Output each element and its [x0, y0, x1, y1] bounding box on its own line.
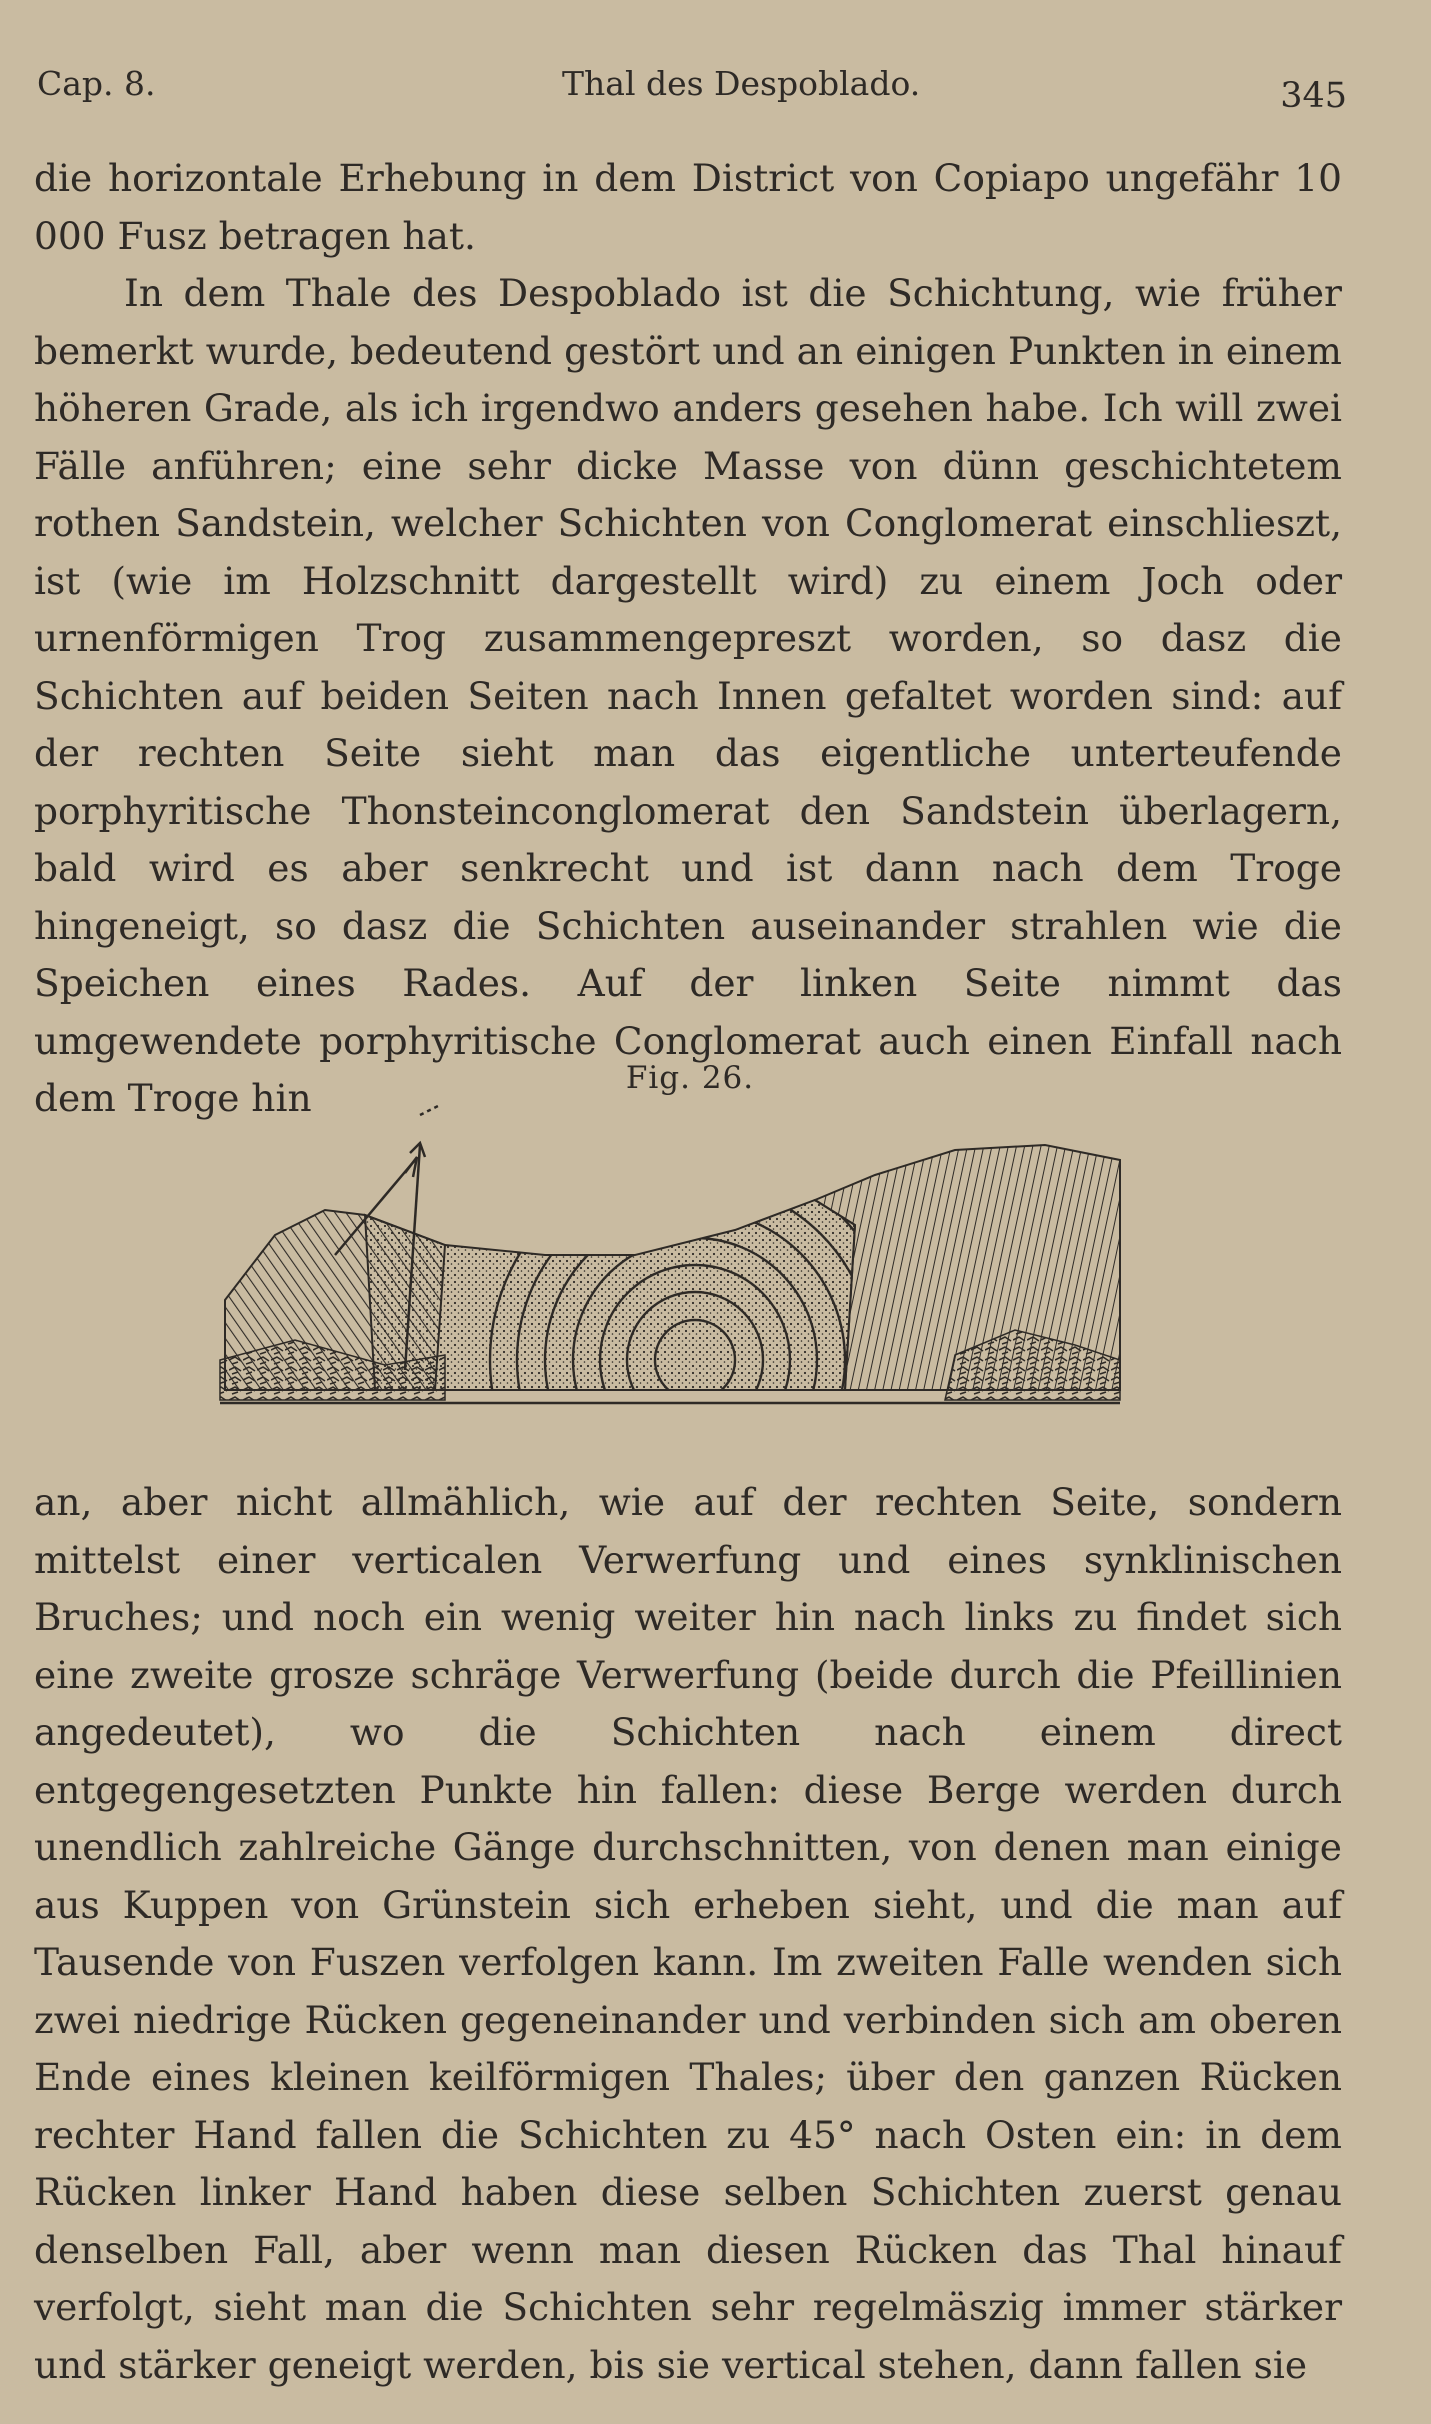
geological-cross-section-figure: [215, 1105, 1150, 1430]
figure-caption: Fig. 26.: [625, 1060, 755, 1096]
text-block-bottom: [34, 1474, 1342, 2394]
paragraph-faults: an, aber nicht allmählich, wie auf der rechten Seite, sondern mittelst einer verticalen Verwerfung und eines synklinischen Bruches; und noch ein wenig weiter hin nach links zu findet sich eine zweite grosze schräge Verwerfung (beide durch die Pfeillinien angedeutet), wo die Schichten nach einem direct entgegengesetzten Punkte hin fallen: diese Berge werden durch unendlich zahlreiche Gänge durchschnitten, von denen man einige aus Kuppen von Grünstein sich erheben sieht, und die man auf Tausende von Fuszen verfolgen kann. Im zweiten Falle wenden sich zwei niedrige Rücken gegeneinander und verbinden sich am oberen Ende eines kleinen keilförmigen Thales; über den ganzen Rücken rechter Hand fallen die Schichten zu 45° nach Osten ein: in dem Rücken linker Hand haben diese selben Schichten zuerst genau denselben Fall, aber wenn man diesen Rücken das Thal hinauf verfolgt, sieht man die Schichten sehr regelmäszig immer stärker und stärker geneigt werden, bis sie vertical stehen, dann fallen sie: [34, 1480, 1342, 2387]
paragraph-continuation: die horizontale Erhebung in dem District von Copiapo ungefähr 10 000 Fusz betragen hat.: [34, 156, 1342, 258]
paragraph-despoblado: In dem Thale des Despoblado ist die Schichtung, wie früher bemerkt wurde, bedeutend gestört und an einigen Punkten in einem höheren Grade, als ich irgendwo anders gesehen habe. Ich will zwei Fälle anführen; eine sehr dicke Masse von dünn geschichtetem rothen Sandstein, welcher Schichten von Conglomerat einschlieszt, ist (wie im Holzschnitt dargestellt wird) zu einem Joch oder urnenförmigen Trog zusammengepreszt worden, so dasz die Schichten auf beiden Seiten nach Innen gefaltet worden sind: auf der rechten Seite sieht man das eigentliche unterteufende porphyritische Thonsteinconglomerat den Sandstein überlagern, bald wird es aber senkrecht und ist dann nach dem Troge hingeneigt, so dasz die Schichten auseinander strahlen wie die Speichen eines Rades. Auf der linken Seite nimmt das umgewendete porphyritische Conglomerat auch einen Einfall nach dem Troge hin: [34, 271, 1342, 1120]
chapter-label: Cap. 8.: [37, 64, 156, 103]
woodcut-illustration: [215, 1105, 1150, 1430]
page-number: 345: [1280, 76, 1347, 116]
text-block-top: [34, 150, 1342, 1128]
running-title: Thal des Despoblado.: [562, 64, 921, 103]
running-header: [37, 60, 1347, 120]
